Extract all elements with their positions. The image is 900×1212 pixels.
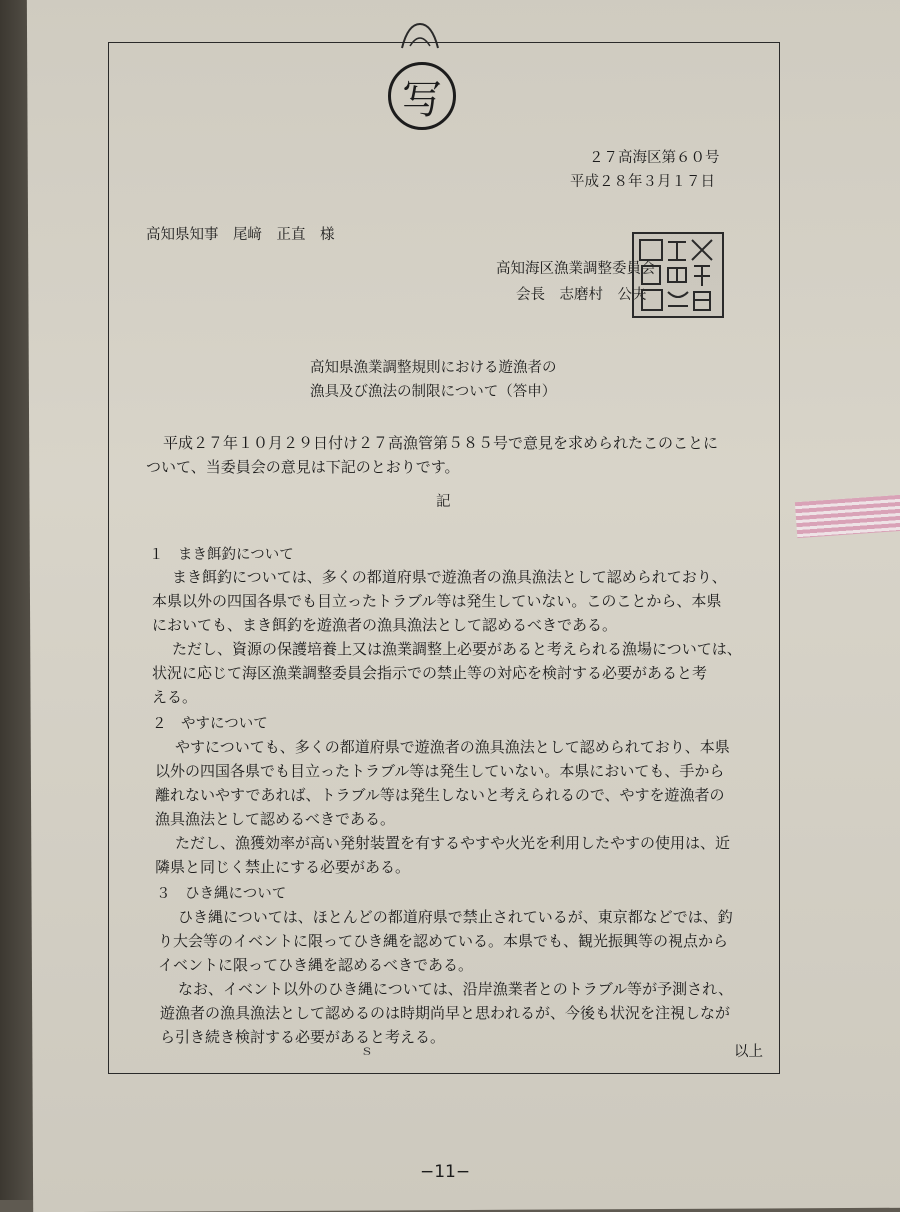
section-1-line: える。	[152, 688, 198, 706]
section-2-line: 離れないやすであれば、トラブル等は発生しないと考えられるので、やすを遊漁者の	[155, 786, 725, 804]
page-number: −11−	[420, 1162, 471, 1182]
section-2-line: 漁具漁法として認めるべきである。	[155, 810, 396, 828]
section-1-line: においても、まき餌釣を遊漁者の漁具漁法として認めるべきである。	[152, 616, 618, 634]
section-3-line: なお、イベント以外のひき縄については、沿岸漁業者とのトラブル等が予測され、	[178, 980, 734, 998]
copy-stamp	[388, 62, 456, 130]
section-3-line: ら引き続き検討する必要があると考える。	[160, 1028, 446, 1046]
section-1-line: 状況に応じて海区漁業調整委員会指示での禁止等の対応を検討する必要があると考	[152, 664, 708, 682]
official-seal	[632, 232, 724, 318]
stray-mark: ｓ	[360, 1043, 374, 1059]
doc-date: 平成２８年３月１７日	[570, 174, 715, 190]
section-3-line: イベントに限ってひき縄を認めるべきである。	[158, 956, 474, 974]
doc-number: ２７高海区第６０号	[589, 150, 720, 166]
ki-heading: 記	[436, 494, 451, 510]
section-2-line: ただし、漁獲効率が高い発射装置を有するやすや火光を利用したやすの使用は、近	[175, 834, 731, 852]
section-3-line: ひき縄については、ほとんどの都道府県で禁止されているが、東京都などでは、釣	[178, 908, 733, 926]
section-2-line: 隣県と同じく禁止にする必要がある。	[155, 858, 411, 876]
section-3-line: 遊漁者の漁具漁法として認めるのは時期尚早と思われるが、今後も状況を注視しなが	[160, 1004, 731, 1022]
section-1-heading: １ まき餌釣について	[149, 547, 294, 563]
intro-line-1: 平成２７年１０月２９日付け２７高漁管第５８５号で意見を求められたこのことに	[163, 434, 719, 452]
section-2-heading: ２ やすについて	[152, 716, 268, 732]
sender-org: 高知海区漁業調整委員会	[496, 261, 656, 277]
section-2-line: やすについても、多くの都道府県で遊漁者の漁具漁法として認められており、本県	[175, 738, 730, 756]
section-1-line: まき餌釣については、多くの都道府県で遊漁者の漁具漁法として認められており、	[172, 568, 727, 586]
section-1-line: 本県以外の四国各県でも目立ったトラブル等は発生していない。このことから、本県	[152, 592, 722, 610]
copy-stamp-text: 写	[402, 76, 442, 123]
section-3-line: り大会等のイベントに限ってひき縄を認めている。本県でも、観光振興等の視点から	[158, 932, 729, 950]
section-1-line: ただし、資源の保護培養上又は漁業調整上必要があると考えられる漁場については、	[172, 640, 742, 658]
addressee: 高知県知事 尾﨑 正直 様	[146, 227, 335, 243]
title-line-2: 漁具及び漁法の制限について（答申）	[310, 384, 557, 400]
title-line-1: 高知県漁業調整規則における遊漁者の	[310, 360, 557, 376]
intro-line-2: ついて、当委員会の意見は下記のとおりです。	[146, 458, 460, 476]
seal-glyph-icon	[634, 234, 722, 316]
section-3-heading: ３ ひき縄について	[156, 886, 287, 902]
closing-ijou: 以上	[734, 1044, 763, 1060]
section-2-line: 以外の四国各県でも目立ったトラブル等は発生していない。本県においても、手から	[155, 762, 725, 780]
pink-tape-tab	[795, 494, 900, 538]
sender-name: 会長 志磨村 公夫	[516, 287, 647, 303]
